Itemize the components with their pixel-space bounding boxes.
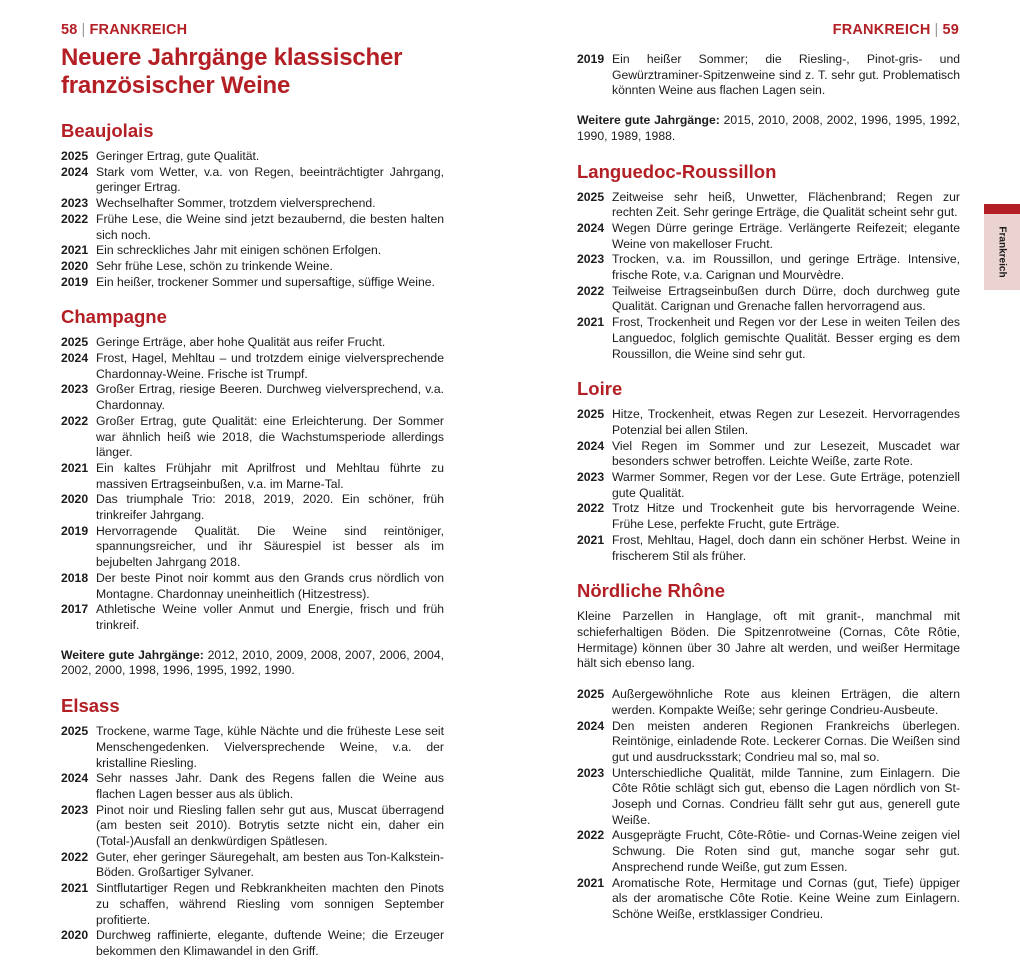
vintage-text: Frost, Mehltau, Hagel, doch dann ein schöner Herbst. Weine in frischerem Stil als früher. xyxy=(612,532,960,563)
vintage-year: 2021 xyxy=(577,532,605,547)
vintage-entry xyxy=(61,771,444,802)
vintage-entry xyxy=(577,470,960,501)
vintage-year: 2025 xyxy=(577,407,605,422)
vintage-entry xyxy=(577,52,960,99)
vintage-entry xyxy=(577,315,960,362)
vintage-text: Hitze, Trockenheit, etwas Regen zur Lesezeit. Hervorragendes Potenzial bei allen Stilen. xyxy=(612,407,960,437)
further-vintages-label: Weitere gute Jahrgänge: xyxy=(61,647,204,662)
vintage-entry xyxy=(577,221,960,252)
section-title-languedoc: Languedoc-Roussillon xyxy=(577,160,777,182)
section-intro: Kleine Parzellen in Hanglage, oft mit granit-, manchmal mit schieferhaltigen Böden. Die Spitzenrotweine (Cornas, Côte Rôtie, Hermitage) können über 30 Jahre alt werden, und weißer Hermitage hält sich ebenso lang. xyxy=(577,609,960,671)
vintage-entry xyxy=(577,284,960,315)
section-elsass-continued xyxy=(577,52,960,145)
vintage-text: Ein heißer Sommer; die Riesling-, Pinot-gris- und Gewürztraminer-Spitzenweine sind z. T. sehr gut. Problematisch könnten Weine aus flachen Lagen sein. xyxy=(612,52,960,98)
page-title-line2: französischer Weine xyxy=(61,72,291,99)
vintage-text: Warmer Sommer, Regen vor der Lese. Gute Erträge, potenziell gute Qualität. xyxy=(612,470,960,500)
vintage-year: 2019 xyxy=(61,523,89,538)
vintage-text: Frost, Trockenheit und Regen vor der Lese in weiten Teilen des Languedoc, folglich gemischte Qualität. Besser erging es dem Roussillon, die Weine sind sehr gut. xyxy=(612,315,960,361)
vintage-year: 2023 xyxy=(61,196,89,211)
vintage-text: Guter, eher geringer Säuregehalt, am besten aus Ton-Kalkstein-Böden. Großartiger Sylvaner. xyxy=(96,849,444,880)
vintage-text: Hervorragende Qualität. Die Weine sind reintöniger, spannungsreicher, und ihr Säurespiel ist besser als im bejubelten Jahrgang 2018. xyxy=(96,523,444,570)
vintage-entry xyxy=(61,259,444,275)
vintage-text: Durchweg raffinierte, elegante, duftende Weine; die Erzeuger bekommen den Klimawandel in den Griff. xyxy=(96,928,444,958)
vintage-text: Geringe Erträge, aber hohe Qualität aus reifer Frucht. xyxy=(96,335,386,350)
vintage-entry xyxy=(577,876,960,923)
vintage-year: 2021 xyxy=(61,243,89,258)
right-header-title: FRANKREICH xyxy=(832,22,931,38)
vintage-year: 2025 xyxy=(61,149,89,163)
vintage-year: 2022 xyxy=(61,413,89,428)
section-title-elsass: Elsass xyxy=(61,695,120,717)
vintage-text: Großer Ertrag, riesige Beeren. Durchweg vielversprechend, v.a. Chardonnay. xyxy=(96,382,444,413)
section-rhone xyxy=(577,580,960,922)
vintage-entry xyxy=(61,275,444,291)
vintage-entry xyxy=(577,252,960,283)
section-elsass xyxy=(61,695,444,960)
vintage-text: Teilweise Ertragseinbußen durch Dürre, doch durchweg gute Qualität. Carignan und Grenache fallen hervorragend aus. xyxy=(612,283,960,314)
vintage-entry xyxy=(577,407,960,438)
vintage-year: 2021 xyxy=(61,460,89,475)
chapter-thumb-tab xyxy=(984,204,1020,290)
vintage-year: 2025 xyxy=(577,189,605,204)
left-header-title: FRANKREICH xyxy=(89,22,188,38)
vintage-entry xyxy=(61,212,444,243)
vintage-year: 2023 xyxy=(61,382,89,397)
vintage-text: Das triumphale Trio: 2018, 2019, 2020. Ein schöner, früh trinkreifer Jahrgang. xyxy=(96,492,444,523)
section-loire xyxy=(577,378,960,564)
vintage-year: 2022 xyxy=(61,849,89,864)
vintage-entry xyxy=(577,533,960,564)
vintage-year: 2024 xyxy=(61,164,89,179)
vintage-year: 2022 xyxy=(577,828,605,843)
vintage-text: Zeitweise sehr heiß, Unwetter, Flächenbrand; Regen zur rechten Zeit. Sehr geringe Erträge, die Qualität scheint sehr gut. xyxy=(612,189,960,220)
section-title-beaujolais: Beaujolais xyxy=(61,120,154,141)
right-column xyxy=(577,52,960,939)
vintage-year: 2025 xyxy=(577,687,605,702)
section-languedoc xyxy=(577,161,960,363)
further-vintages-list: 2012, 2010, 2009, 2008, 2007, 2006, 2004, 2002, 2000, 1998, 1996, 1995, 1992, 1990. xyxy=(61,647,444,678)
chapter-thumb-label: Frankreich xyxy=(996,226,1008,278)
header-separator: | xyxy=(81,22,86,38)
header-separator: | xyxy=(934,22,939,38)
vintage-entry xyxy=(61,850,444,881)
section-title-loire: Loire xyxy=(577,378,623,400)
vintage-year: 2024 xyxy=(61,771,89,786)
left-column xyxy=(61,44,444,976)
vintage-text: Sintflutartiger Regen und Rebkrankheiten machten den Pinots zu schaffen, während Riesling vom sonnigen September profitierte. xyxy=(96,881,444,927)
section-beaujolais xyxy=(61,120,444,290)
left-page xyxy=(0,0,510,969)
vintage-entry xyxy=(61,196,444,212)
vintage-entry xyxy=(61,492,444,523)
vintage-entry xyxy=(61,461,444,492)
vintage-year: 2021 xyxy=(577,875,605,890)
vintage-entry xyxy=(61,602,444,633)
vintage-year: 2023 xyxy=(577,765,605,780)
vintage-entry xyxy=(61,724,444,771)
vintage-text: Sehr nasses Jahr. Dank des Regens fallen die Weine aus flachen Lagen besser aus als üblich. xyxy=(96,771,444,801)
vintage-entry xyxy=(61,243,444,259)
vintage-text: Großer Ertrag, gute Qualität: eine Erleichterung. Der Sommer war ähnlich heiß wie 2018, die Wachstumsperiode allerdings länger. xyxy=(96,413,444,460)
left-page-number: 58 xyxy=(61,22,78,38)
vintage-year: 2020 xyxy=(61,258,89,273)
page-title xyxy=(61,44,444,100)
vintage-year: 2023 xyxy=(577,252,605,267)
vintage-text: Der beste Pinot noir kommt aus den Grands crus nördlich von Montagne. Chardonnay uneinheitlich (Hitzestress). xyxy=(96,570,444,601)
vintage-entry xyxy=(61,149,444,165)
right-page xyxy=(510,0,1020,969)
vintage-text: Geringer Ertrag, gute Qualität. xyxy=(96,149,260,163)
further-vintages-list: 2015, 2010, 2008, 2002, 1996, 1995, 1992, 1990, 1989, 1988. xyxy=(577,113,960,143)
right-running-head xyxy=(833,22,959,38)
further-vintages-label: Weitere gute Jahrgänge: xyxy=(577,113,720,128)
vintage-text: Ein kaltes Frühjahr mit Aprilfrost und Mehltau führte zu massiven Ertragseinbußen, v.a. im Marne-Tal. xyxy=(96,460,444,491)
left-running-head xyxy=(61,22,187,38)
vintage-year: 2022 xyxy=(577,501,605,516)
vintage-year: 2024 xyxy=(61,351,89,366)
vintage-entry xyxy=(61,382,444,413)
vintage-entry xyxy=(61,571,444,602)
vintage-entry xyxy=(61,351,444,382)
vintage-year: 2020 xyxy=(61,492,89,507)
further-vintages xyxy=(577,113,960,144)
vintage-text: Wechselhafter Sommer, trotzdem vielversprechend. xyxy=(96,196,376,211)
vintage-year: 2019 xyxy=(61,274,89,289)
vintage-text: Ein heißer, trockener Sommer und supersaftige, süffige Weine. xyxy=(96,274,435,289)
vintage-text: Den meisten anderen Regionen Frankreichs überlegen. Reintönige, einladende Rote. Leckerer Cornas. Die Weißen sind gut und ausdrucksstark; Condrieu mal so, mal so. xyxy=(612,718,960,764)
vintage-year: 2024 xyxy=(577,718,605,733)
vintage-text: Pinot noir und Riesling fallen sehr gut aus, Muscat überragend (am besten seit 2010). Botrytis setzte nicht ein, daher ein (Total-)Ausfall an denkwürdigen Spätlesen. xyxy=(96,802,444,849)
vintage-text: Frühe Lese, die Weine sind jetzt bezaubernd, die besten halten sich noch. xyxy=(96,211,444,242)
vintage-year: 2023 xyxy=(577,470,605,485)
vintage-text: Trocken, v.a. im Roussillon, und geringe Erträge. Intensive, frische Rote, v.a. Carignan und Mourvèdre. xyxy=(612,252,960,283)
vintage-entry xyxy=(61,803,444,850)
vintage-entry xyxy=(61,414,444,461)
section-title-rhone: Nördliche Rhône xyxy=(577,580,726,602)
vintage-text: Ausgeprägte Frucht, Côte-Rôtie- und Cornas-Weine zeigen viel Schwung. Die Roten sind gut, manche sogar sehr gut. Ansprechend runde Weiße, gut zum Essen. xyxy=(612,828,960,874)
vintage-text: Frost, Hagel, Mehltau – und trotzdem einige vielversprechende Chardonnay-Weine. Frische ist Trumpf. xyxy=(96,351,444,381)
vintage-year: 2022 xyxy=(577,283,605,298)
vintage-text: Trockene, warme Tage, kühle Nächte und die früheste Lese seit Menschengedenken. Vielversprechende Weine, v.a. der kristalline Riesling. xyxy=(96,724,444,770)
vintage-text: Stark vom Wetter, v.a. von Regen, beeinträchtigter Jahrgang, geringer Ertrag. xyxy=(96,164,444,195)
vintage-text: Viel Regen im Sommer und zur Lesezeit, Muscadet war besonders schwer betroffen. Leichte Weiße, zarte Rote. xyxy=(612,438,960,469)
section-title-champagne: Champagne xyxy=(61,306,167,328)
right-page-number: 59 xyxy=(942,22,959,38)
vintage-entry xyxy=(61,524,444,571)
vintage-text: Trotz Hitze und Trockenheit gute bis hervorragende Weine. Frühe Lese, perfekte Frucht, gute Erträge. xyxy=(612,501,960,532)
vintage-text: Aromatische Rote, Hermitage und Cornas (gut, Tiefe) üppiger als der aromatische Côte Rotie. Keine Weine zum Einlagern. Schöne Weiße, erstklassiger Condrieu. xyxy=(612,875,960,921)
vintage-year: 2017 xyxy=(61,602,89,617)
vintage-text: Athletische Weine voller Anmut und Energie, frisch und früh trinkreif. xyxy=(96,602,444,632)
vintage-entry xyxy=(577,766,960,829)
vintage-year: 2024 xyxy=(577,220,605,235)
vintage-year: 2021 xyxy=(61,881,89,896)
vintage-entry xyxy=(577,828,960,875)
vintage-text: Wegen Dürre geringe Erträge. Verlängerte Reifezeit; elegante Weine von makelloser Frucht. xyxy=(612,220,960,251)
vintage-entry xyxy=(61,335,444,351)
vintage-text: Ein schreckliches Jahr mit einigen schönen Erfolgen. xyxy=(96,243,382,258)
vintage-year: 2021 xyxy=(577,315,605,330)
further-vintages xyxy=(61,648,444,679)
vintage-year: 2023 xyxy=(61,802,89,817)
vintage-year: 2020 xyxy=(61,928,89,943)
vintage-text: Außergewöhnliche Rote aus kleinen Erträgen, die altern werden. Kompakte Weiße; sehr geringe Condrieu-Ausbeute. xyxy=(612,687,960,717)
vintage-entry xyxy=(577,439,960,470)
vintage-year: 2018 xyxy=(61,570,89,585)
vintage-entry xyxy=(577,719,960,766)
vintage-text: Sehr frühe Lese, schön zu trinkende Weine. xyxy=(96,258,333,273)
vintage-entry xyxy=(577,190,960,221)
vintage-entry xyxy=(61,881,444,928)
section-champagne xyxy=(61,306,444,679)
vintage-year: 2025 xyxy=(61,335,89,350)
vintage-year: 2019 xyxy=(577,52,605,66)
vintage-year: 2025 xyxy=(61,724,89,739)
vintage-entry xyxy=(577,687,960,718)
vintage-entry xyxy=(61,165,444,196)
vintage-year: 2024 xyxy=(577,438,605,453)
vintage-text: Unterschiedliche Qualität, milde Tannine, zum Einlagern. Die Côte Rôtie schlägt sich gut, ebenso die Lagen nördlich von St-Joseph und Cornas. Condrieu fällt sehr gut aus, generell gute Weiße. xyxy=(612,765,960,827)
vintage-entry xyxy=(577,501,960,532)
vintage-entry xyxy=(61,928,444,959)
page-title-line1: Neuere Jahrgänge klassischer xyxy=(61,44,403,71)
vintage-year: 2022 xyxy=(61,211,89,226)
